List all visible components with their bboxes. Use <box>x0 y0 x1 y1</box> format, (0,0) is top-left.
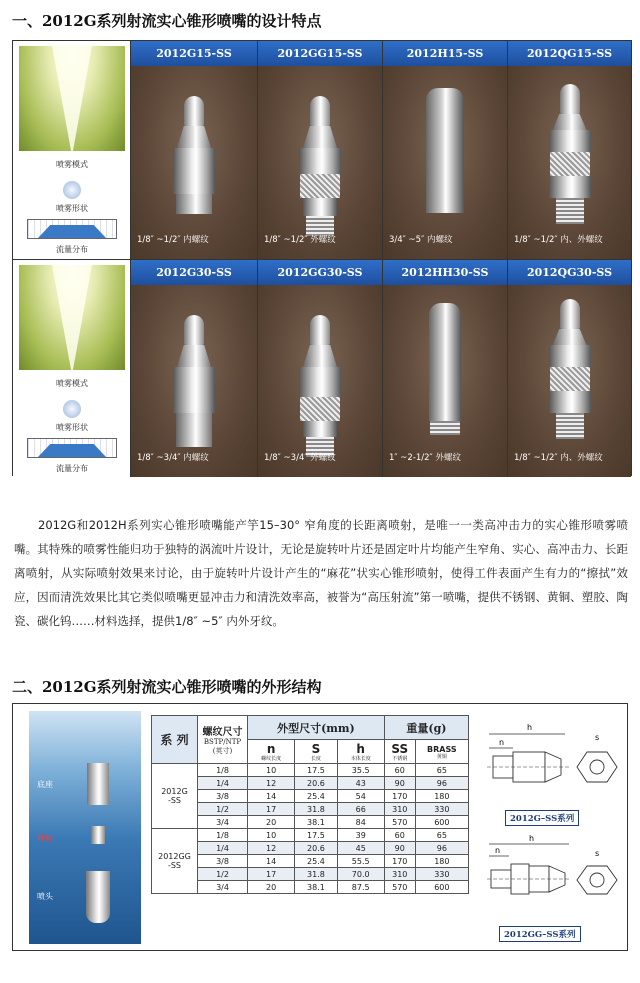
value-cell: 60 <box>384 829 415 842</box>
value-cell: 25.4 <box>295 790 337 803</box>
model-name: 2012GG30-SS <box>258 260 382 285</box>
value-cell: 31.8 <box>295 868 337 881</box>
series-cell: 2012GG -SS <box>152 829 198 894</box>
value-cell: 14 <box>248 855 295 868</box>
value-cell: 330 <box>415 868 468 881</box>
value-cell: 600 <box>415 816 468 829</box>
model-name: 2012QG15-SS <box>508 41 631 66</box>
col-n: n 螺纹长度 <box>248 740 295 764</box>
thread-size-cell: 3/4 <box>198 816 248 829</box>
value-cell: 330 <box>415 803 468 816</box>
value-cell: 600 <box>415 881 468 894</box>
part-label-vane: 叶片 <box>37 834 53 843</box>
value-cell: 60 <box>384 764 415 777</box>
exploded-view-photo <box>29 711 141 944</box>
flow-distribution-label: 流量分布 <box>56 464 88 473</box>
nozzle-image <box>299 96 341 236</box>
thread-spec: 1/8″ ~1/2″ 内、外螺纹 <box>514 453 603 463</box>
table-row <box>152 764 469 777</box>
section-title-structure: 二、2012G系列射流实心锥形喷嘴的外形结构 <box>12 678 322 696</box>
dim-h-label: h <box>527 723 533 732</box>
section-title-design: 一、2012G系列射流实心锥形喷嘴的设计特点 <box>12 12 322 30</box>
value-cell: 45 <box>337 842 384 855</box>
value-cell: 17.5 <box>295 829 337 842</box>
spray-pattern-label: 喷雾模式 <box>56 379 88 388</box>
product-card <box>258 260 383 477</box>
product-card <box>383 41 508 259</box>
product-row-2 <box>13 259 631 477</box>
value-cell: 55.5 <box>337 855 384 868</box>
spray-shape-label: 喷雾形状 <box>56 423 88 432</box>
thread-size-cell: 1/4 <box>198 777 248 790</box>
value-cell: 35.5 <box>337 764 384 777</box>
thread-size-cell: 3/4 <box>198 881 248 894</box>
value-cell: 17 <box>248 868 295 881</box>
col-thread: 螺纹尺寸 BSTP/NTP (英寸) <box>198 716 248 764</box>
flow-distribution-chart <box>27 438 117 458</box>
table-row <box>152 855 469 868</box>
part-label-head: 喷头 <box>37 892 53 901</box>
drawing-2012g-ss <box>479 714 625 824</box>
product-grid <box>12 40 632 476</box>
table-row <box>152 803 469 816</box>
thread-spec: 1/8″ ~1/2″ 外螺纹 <box>264 235 336 245</box>
col-weight: 重量(g) <box>384 716 468 740</box>
value-cell: 12 <box>248 842 295 855</box>
nozzle-image <box>299 315 341 457</box>
value-cell: 38.1 <box>295 881 337 894</box>
flow-distribution-label: 流量分布 <box>56 245 88 254</box>
structure-panel <box>12 703 628 951</box>
value-cell: 90 <box>384 777 415 790</box>
value-cell: 96 <box>415 842 468 855</box>
value-cell: 310 <box>384 803 415 816</box>
value-cell: 180 <box>415 790 468 803</box>
value-cell: 65 <box>415 829 468 842</box>
value-cell: 17.5 <box>295 764 337 777</box>
product-card <box>508 41 631 259</box>
table-row <box>152 829 469 842</box>
head-part-image <box>86 871 110 923</box>
product-card <box>131 41 258 259</box>
table-row <box>152 816 469 829</box>
nozzle-image <box>173 315 215 447</box>
spray-legend <box>13 260 131 477</box>
drawing-label-g: 2012G–SS系列 <box>505 810 579 826</box>
value-cell: 38.1 <box>295 816 337 829</box>
thread-size-cell: 1/8 <box>198 764 248 777</box>
value-cell: 170 <box>384 790 415 803</box>
value-cell: 10 <box>248 829 295 842</box>
description-paragraph: 2012G和2012H系列实心锥形喷嘴能产竽15–30° 窄角度的长距离喷射，是唯一一类高冲击力的实心锥形喷雾喷嘴。其特殊的喷雾性能归功于独特的涡流叶片设计，无论是旋转叶片还是固定叶片均能产生窄角、实心、高冲击力、长距离喷射，从实际喷射效果来讨论，由于旋转叶片设计产生的“麻花”状实心锥形喷射，使得工件表面产生有力的“擦拭”效应，因而清洗效果比其它类似喷嘴更显冲击力和清洗效率高，被誉为“高压射流”第一喷嘴，提供不锈钢、黄铜、塑胶、陶瓷、碳化钨……材料选择，提供1/8″ ~5″ 内外牙纹。 <box>14 518 628 628</box>
value-cell: 70.0 <box>337 868 384 881</box>
table-row <box>152 777 469 790</box>
table-row <box>152 842 469 855</box>
value-cell: 20 <box>248 816 295 829</box>
value-cell: 20.6 <box>295 777 337 790</box>
value-cell: 65 <box>415 764 468 777</box>
value-cell: 54 <box>337 790 384 803</box>
base-part-image <box>87 763 109 805</box>
value-cell: 96 <box>415 777 468 790</box>
dimension-table <box>151 715 469 894</box>
table-row <box>152 881 469 894</box>
value-cell: 87.5 <box>337 881 384 894</box>
thread-size-cell: 3/8 <box>198 855 248 868</box>
thread-spec: 1″ ~2-1/2″ 外螺纹 <box>389 453 461 463</box>
value-cell: 570 <box>384 881 415 894</box>
nozzle-image <box>549 84 591 224</box>
product-row-1 <box>13 41 631 259</box>
col-ss: SS 不锈钢 <box>384 740 415 764</box>
col-brass: BRASS 黄铜 <box>415 740 468 764</box>
dim-s-label: s <box>595 849 600 858</box>
model-name: 2012GG15-SS <box>258 41 382 66</box>
spray-pattern-photo <box>19 265 125 370</box>
table-row <box>152 868 469 881</box>
flow-distribution-chart <box>27 219 117 239</box>
thread-size-cell: 1/2 <box>198 868 248 881</box>
spray-shape-icon <box>63 181 81 199</box>
spray-shape-icon <box>63 400 81 418</box>
spray-legend <box>13 41 131 259</box>
dim-n-label: n <box>499 738 505 747</box>
value-cell: 39 <box>337 829 384 842</box>
dim-s-label: s <box>595 733 600 742</box>
thread-size-cell: 1/8 <box>198 829 248 842</box>
col-h: h 本体长度 <box>337 740 384 764</box>
thread-spec: 1/8″ ~1/2″ 内、外螺纹 <box>514 235 603 245</box>
product-card <box>258 41 383 259</box>
value-cell: 10 <box>248 764 295 777</box>
nozzle-image <box>173 96 215 214</box>
nozzle-image <box>426 88 464 213</box>
value-cell: 170 <box>384 855 415 868</box>
thread-size-cell: 1/2 <box>198 803 248 816</box>
thread-spec: 1/8″ ~3/4″ 外螺纹 <box>264 453 336 463</box>
dim-n-label: n <box>495 846 501 855</box>
nozzle-image <box>429 303 461 435</box>
value-cell: 20 <box>248 881 295 894</box>
value-cell: 31.8 <box>295 803 337 816</box>
spray-pattern-label: 喷雾模式 <box>56 160 88 169</box>
value-cell: 17 <box>248 803 295 816</box>
spray-shape-label: 喷雾形状 <box>56 204 88 213</box>
part-label-base: 底座 <box>37 780 53 789</box>
value-cell: 310 <box>384 868 415 881</box>
series-cell: 2012G -SS <box>152 764 198 829</box>
model-name: 2012HH30-SS <box>383 260 507 285</box>
model-name: 2012QG30-SS <box>508 260 631 285</box>
vane-part-image <box>91 826 105 844</box>
value-cell: 14 <box>248 790 295 803</box>
value-cell: 43 <box>337 777 384 790</box>
product-card <box>508 260 631 477</box>
value-cell: 570 <box>384 816 415 829</box>
model-name: 2012H15-SS <box>383 41 507 66</box>
col-s: S 长度 <box>295 740 337 764</box>
value-cell: 180 <box>415 855 468 868</box>
thread-spec: 3/4″ ~5″ 内螺纹 <box>389 235 453 245</box>
value-cell: 90 <box>384 842 415 855</box>
product-card <box>131 260 258 477</box>
model-name: 2012G15-SS <box>131 41 257 66</box>
dim-h-label: h <box>529 834 535 843</box>
model-name: 2012G30-SS <box>131 260 257 285</box>
table-row <box>152 790 469 803</box>
value-cell: 12 <box>248 777 295 790</box>
spray-pattern-photo <box>19 46 125 151</box>
thread-spec: 1/8″ ~1/2″ 内螺纹 <box>137 235 209 245</box>
drawing-2012gg-ss <box>479 830 625 930</box>
thread-size-cell: 3/8 <box>198 790 248 803</box>
product-card <box>383 260 508 477</box>
col-series: 系 列 <box>152 716 198 764</box>
value-cell: 66 <box>337 803 384 816</box>
drawing-label-gg: 2012GG–SS系列 <box>499 926 581 942</box>
thread-size-cell: 1/4 <box>198 842 248 855</box>
value-cell: 84 <box>337 816 384 829</box>
thread-spec: 1/8″ ~3/4″ 内螺纹 <box>137 453 209 463</box>
value-cell: 20.6 <box>295 842 337 855</box>
value-cell: 25.4 <box>295 855 337 868</box>
nozzle-image <box>549 299 591 439</box>
col-dimensions: 外型尺寸(mm) <box>248 716 385 740</box>
